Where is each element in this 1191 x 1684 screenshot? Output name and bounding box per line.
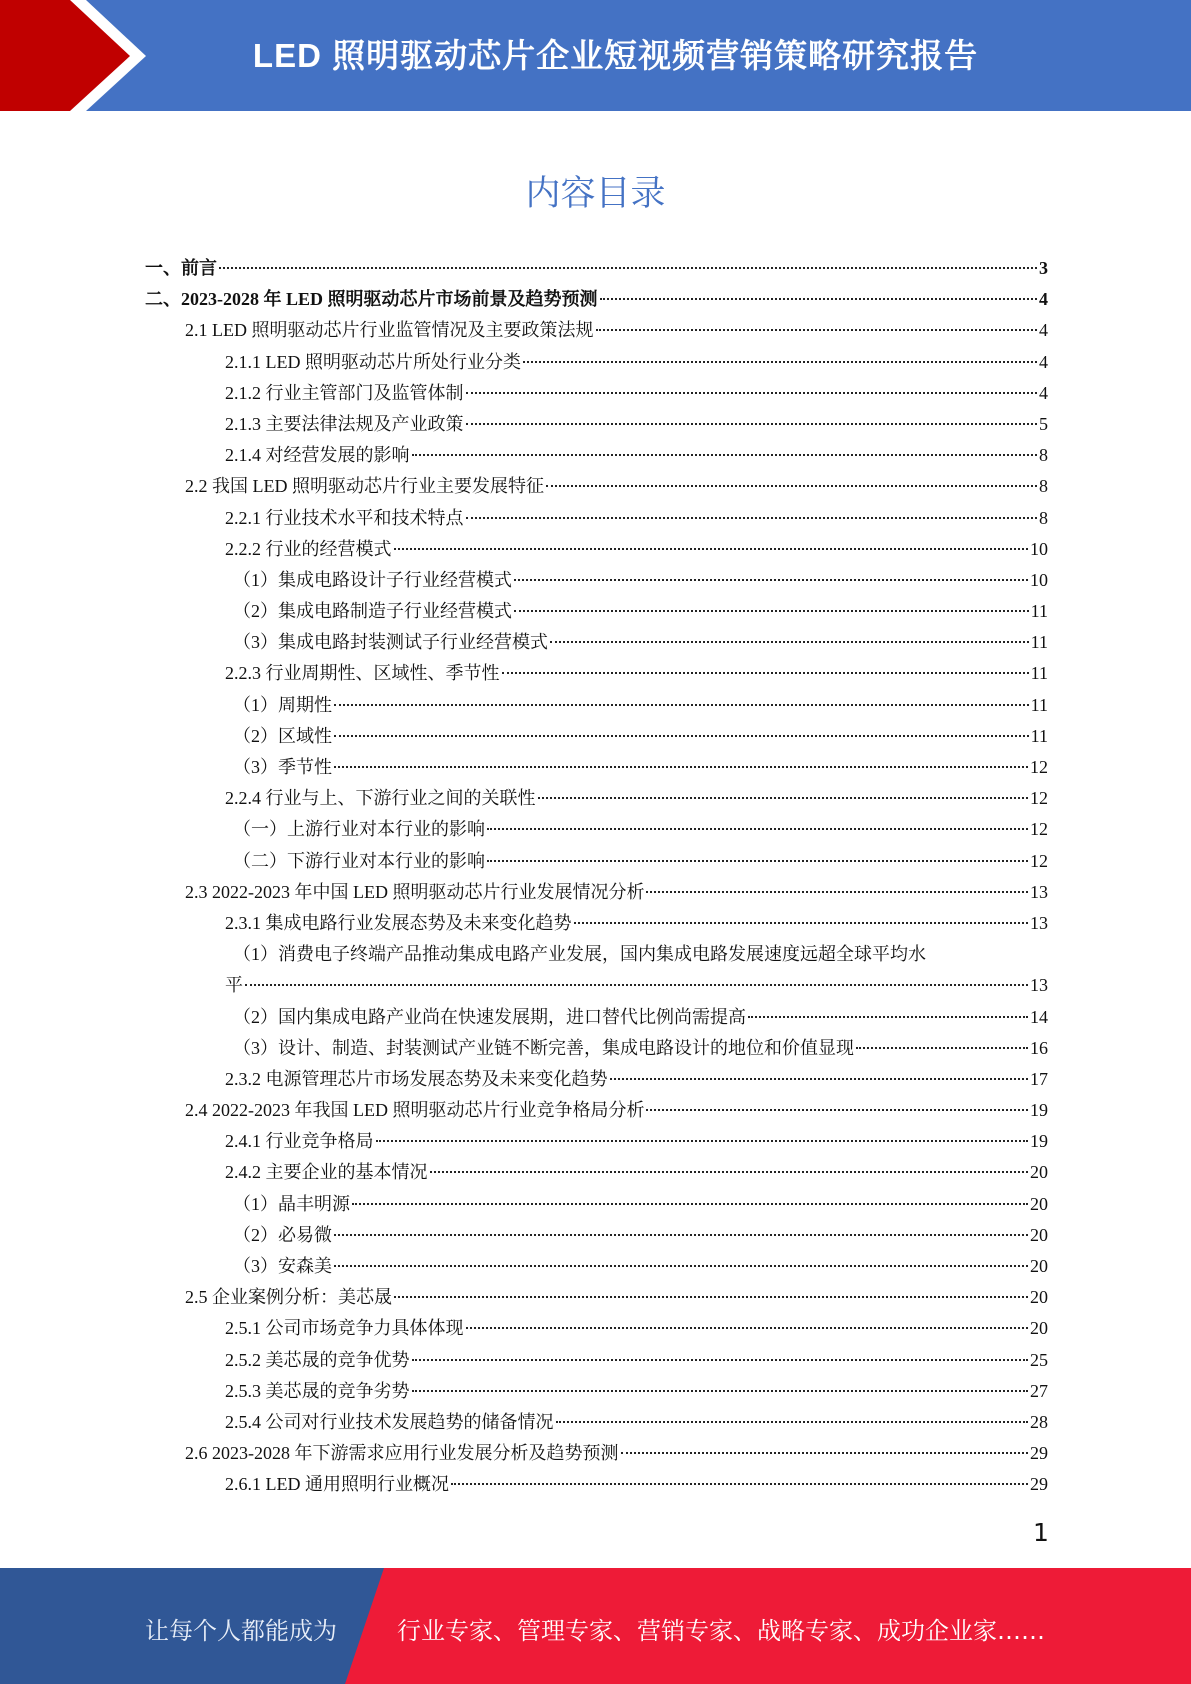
toc-entry[interactable] (145, 1033, 1048, 1064)
toc-entry-title: （1）消费电子终端产品推动集成电路产业发展，国内集成电路发展速度远超全球平均水 (233, 944, 926, 965)
toc-entry[interactable] (145, 752, 1048, 783)
table-of-contents (145, 253, 1048, 1501)
toc-entry-page: 13 (1030, 975, 1048, 996)
dot-leader (514, 610, 1029, 612)
toc-entry-page: 19 (1030, 1100, 1048, 1121)
dot-leader (334, 1265, 1028, 1267)
toc-entry-page: 4 (1039, 351, 1048, 372)
footer-slogan-left: 让每个人都能成为 (145, 1617, 337, 1645)
toc-entry-title: 二、2023-2028 年 LED 照明驱动芯片市场前景及趋势预测 (145, 289, 598, 310)
toc-entry-title: 2.3.2 电源管理芯片市场发展态势及未来变化趋势 (225, 1068, 608, 1089)
toc-entry-page: 27 (1030, 1380, 1048, 1401)
toc-entry-page: 3 (1039, 258, 1048, 278)
dot-leader (466, 423, 1038, 425)
toc-entry[interactable] (145, 814, 1048, 845)
dot-leader (334, 704, 1029, 706)
toc-entry-title: 2.6 2023-2028 年下游需求应用行业发展分析及趋势预测 (185, 1443, 619, 1464)
dot-leader (412, 1390, 1029, 1392)
toc-entry-title: （1）集成电路设计子行业经营模式 (233, 569, 512, 590)
toc-entry[interactable] (145, 690, 1048, 721)
toc-entry-page: 10 (1030, 569, 1048, 590)
toc-entry-page: 4 (1039, 382, 1048, 403)
toc-entry-page: 20 (1030, 1224, 1048, 1245)
dot-leader (748, 1016, 1028, 1018)
report-title: LED 照明驱动芯片企业短视频营销策略研究报告 (252, 37, 979, 74)
dot-leader (550, 641, 1029, 643)
toc-entry[interactable] (145, 1126, 1048, 1157)
dot-leader (394, 1296, 1028, 1298)
toc-entry[interactable] (145, 1251, 1048, 1282)
toc-entry[interactable] (145, 1469, 1048, 1500)
dot-leader (430, 1171, 1029, 1173)
dot-leader (412, 454, 1038, 456)
toc-entry-title: 2.2.4 行业与上、下游行业之间的关联性 (225, 788, 536, 809)
toc-entry[interactable] (145, 471, 1048, 502)
toc-entry[interactable] (145, 534, 1048, 565)
toc-entry-title: 2.2 我国 LED 照明驱动芯片行业主要发展特征 (185, 476, 544, 497)
toc-entry[interactable] (145, 315, 1048, 346)
toc-entry-title: （2）集成电路制造子行业经营模式 (233, 601, 512, 622)
toc-entry[interactable] (145, 1095, 1048, 1126)
toc-entry[interactable] (145, 503, 1048, 534)
dot-leader (546, 485, 1037, 487)
toc-entry-page: 4 (1039, 289, 1048, 310)
dot-leader (376, 1140, 1029, 1142)
toc-entry[interactable] (145, 1220, 1048, 1251)
toc-entry-title: 2.5.2 美芯晟的竞争优势 (225, 1349, 410, 1370)
toc-entry-title: 2.4.2 主要企业的基本情况 (225, 1162, 428, 1183)
toc-entry[interactable] (145, 846, 1048, 877)
toc-entry-page: 13 (1030, 912, 1048, 933)
toc-entry-page: 29 (1030, 1474, 1048, 1495)
toc-entry[interactable] (145, 347, 1048, 378)
toc-entry-title: （2）必易微 (233, 1224, 332, 1245)
toc-entry-title: （1）周期性 (233, 694, 332, 715)
dot-leader (646, 891, 1028, 893)
toc-entry-page: 8 (1039, 507, 1048, 528)
toc-entry[interactable] (145, 783, 1048, 814)
toc-entry[interactable] (145, 596, 1048, 627)
dot-leader (334, 766, 1028, 768)
toc-entry-page: 11 (1030, 694, 1048, 715)
toc-entry-title: （二）下游行业对本行业的影响 (233, 850, 485, 871)
toc-entry-title: 2.4 2022-2023 年我国 LED 照明驱动芯片行业竞争格局分析 (185, 1100, 645, 1121)
toc-entry[interactable] (145, 970, 1048, 1001)
toc-entry-title: （3）设计、制造、封装测试产业链不断完善，集成电路设计的地位和价值显现 (233, 1037, 854, 1058)
toc-entry-page: 20 (1030, 1256, 1048, 1276)
footer-slogan-right: 行业专家、管理专家、营销专家、战略专家、成功企业家…… (397, 1617, 1045, 1645)
toc-entry-page: 13 (1030, 881, 1048, 902)
toc-entry-title: （一）上游行业对本行业的影响 (233, 819, 485, 840)
toc-entry-page: 10 (1030, 538, 1048, 559)
dot-leader (502, 672, 1029, 674)
dot-leader (245, 984, 1028, 986)
dot-leader (556, 1421, 1029, 1423)
toc-entry-title: 2.6.1 LED 通用照明行业概况 (225, 1474, 449, 1495)
toc-entry-title: 2.5.3 美芯晟的竞争劣势 (225, 1380, 410, 1401)
dot-leader (621, 1452, 1029, 1454)
toc-entry-page: 12 (1030, 819, 1048, 840)
toc-entry[interactable] (145, 1407, 1048, 1438)
toc-entry-title: 2.5.4 公司对行业技术发展趋势的储备情况 (225, 1411, 554, 1432)
toc-entry[interactable] (145, 253, 1048, 284)
dot-leader (487, 828, 1028, 830)
toc-entry-title: （1）晶丰明源 (233, 1193, 350, 1214)
toc-entry[interactable] (145, 1313, 1048, 1344)
toc-entry-page: 5 (1039, 413, 1048, 434)
toc-entry-page: 20 (1030, 1287, 1048, 1308)
toc-entry-page: 8 (1039, 445, 1048, 466)
toc-entry-page: 11 (1030, 601, 1048, 622)
page-header (0, 0, 1191, 111)
dot-leader (466, 517, 1038, 519)
toc-entry[interactable] (145, 1345, 1048, 1376)
toc-heading: 内容目录 (525, 174, 666, 214)
dot-leader (596, 329, 1038, 331)
toc-entry-page: 16 (1030, 1037, 1048, 1058)
toc-entry-page: 8 (1039, 476, 1048, 497)
toc-entry-title: （3）集成电路封装测试子行业经营模式 (233, 632, 548, 653)
toc-entry[interactable] (145, 1282, 1048, 1313)
dot-leader (352, 1203, 1028, 1205)
dot-leader (334, 1234, 1028, 1236)
toc-entry[interactable] (145, 1157, 1048, 1188)
page-footer (0, 1568, 1191, 1684)
toc-entry[interactable] (145, 658, 1048, 689)
toc-entry-page: 4 (1039, 320, 1048, 341)
dot-leader (466, 392, 1038, 394)
toc-entry-title: 2.2.3 行业周期性、区域性、季节性 (225, 663, 500, 684)
dot-leader (412, 1359, 1029, 1361)
dot-leader (523, 361, 1037, 363)
toc-entry[interactable] (145, 378, 1048, 409)
dot-leader (219, 267, 1037, 269)
toc-entry-page: 14 (1030, 1006, 1048, 1027)
dot-leader (487, 860, 1028, 862)
toc-entry-title: 2.1.4 对经营发展的影响 (225, 445, 410, 466)
toc-entry-title: （2）区域性 (233, 725, 332, 746)
dot-leader (514, 579, 1028, 581)
toc-entry-title: （3）安森美 (233, 1256, 332, 1276)
toc-entry[interactable] (145, 908, 1048, 939)
page-number: 1 (1033, 1518, 1049, 1547)
dot-leader (856, 1047, 1028, 1049)
toc-entry-title: 一、前言 (145, 258, 217, 278)
dot-leader (646, 1109, 1028, 1111)
toc-entry[interactable] (145, 1189, 1048, 1220)
toc-entry-page: 25 (1030, 1349, 1048, 1370)
toc-entry-title: 2.1 LED 照明驱动芯片行业监管情况及主要政策法规 (185, 320, 594, 341)
dot-leader (451, 1483, 1028, 1485)
toc-entry-title: 2.5 企业案例分析：美芯晟 (185, 1287, 392, 1308)
toc-entry[interactable] (145, 565, 1048, 596)
toc-entry[interactable] (145, 1438, 1048, 1469)
toc-entry-page: 11 (1030, 663, 1048, 684)
toc-entry-title: 2.3.1 集成电路行业发展态势及未来变化趋势 (225, 912, 572, 933)
toc-entry[interactable] (145, 440, 1048, 471)
toc-entry-title: 平 (225, 975, 243, 996)
toc-entry[interactable] (145, 1064, 1048, 1095)
dot-leader (574, 922, 1029, 924)
toc-entry-page: 20 (1030, 1162, 1048, 1183)
toc-entry[interactable] (145, 409, 1048, 440)
toc-entry-page: 17 (1030, 1068, 1048, 1089)
toc-entry[interactable] (145, 1002, 1048, 1033)
toc-entry-title: 2.5.1 公司市场竞争力具体体现 (225, 1318, 464, 1339)
toc-entry[interactable] (145, 939, 1048, 970)
toc-entry-title: 2.4.1 行业竞争格局 (225, 1131, 374, 1152)
toc-entry-page: 20 (1030, 1318, 1048, 1339)
toc-entry-title: 2.3 2022-2023 年中国 LED 照明驱动芯片行业发展情况分析 (185, 881, 645, 902)
dot-leader (538, 797, 1029, 799)
dot-leader (610, 1078, 1029, 1080)
toc-entry-page: 28 (1030, 1411, 1048, 1432)
toc-entry[interactable] (145, 627, 1048, 658)
toc-entry-page: 12 (1030, 757, 1048, 777)
toc-entry[interactable] (145, 721, 1048, 752)
toc-entry-title: （2）国内集成电路产业尚在快速发展期，进口替代比例尚需提高 (233, 1006, 746, 1027)
toc-entry[interactable] (145, 877, 1048, 908)
toc-entry-page: 20 (1030, 1193, 1048, 1214)
toc-entry-title: 2.2.1 行业技术水平和技术特点 (225, 507, 464, 528)
toc-entry-title: 2.1.1 LED 照明驱动芯片所处行业分类 (225, 351, 521, 372)
toc-entry-page: 29 (1030, 1443, 1048, 1464)
toc-entry[interactable] (145, 1376, 1048, 1407)
toc-entry-page: 19 (1030, 1131, 1048, 1152)
toc-entry-page: 11 (1030, 632, 1048, 653)
toc-entry[interactable] (145, 284, 1048, 315)
toc-entry-page: 12 (1030, 788, 1048, 809)
dot-leader (334, 735, 1029, 737)
toc-entry-page: 11 (1030, 725, 1048, 746)
toc-entry-title: （3）季节性 (233, 757, 332, 777)
dot-leader (600, 298, 1037, 300)
dot-leader (394, 548, 1029, 550)
toc-entry-title: 2.1.3 主要法律法规及产业政策 (225, 413, 464, 434)
dot-leader (466, 1327, 1029, 1329)
toc-entry-title: 2.2.2 行业的经营模式 (225, 538, 392, 559)
toc-entry-title: 2.1.2 行业主管部门及监管体制 (225, 382, 464, 403)
toc-entry-page: 12 (1030, 850, 1048, 871)
